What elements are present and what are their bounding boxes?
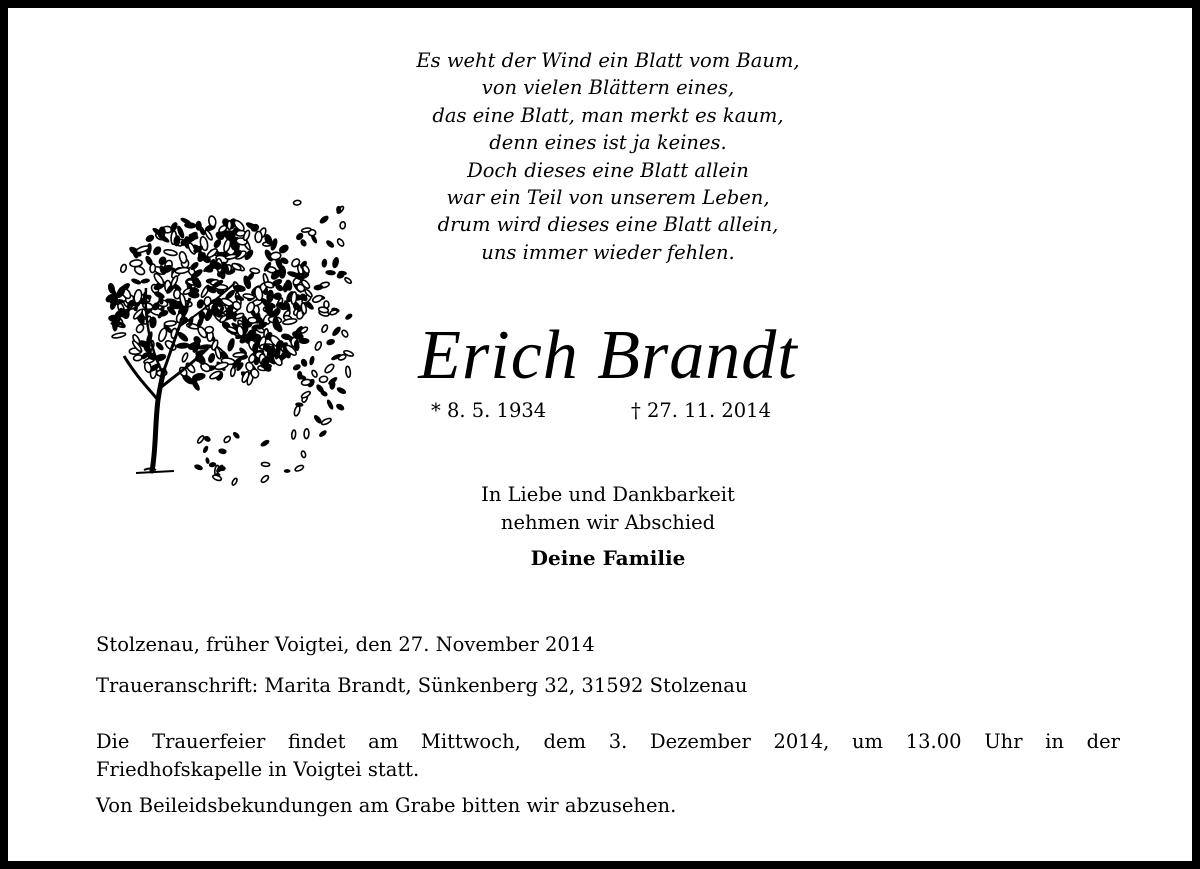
poem-line: uns immer wieder fehlen. [481,240,735,264]
condolence-note: Von Beileidsbekundungen am Grabe bitten wir abzusehen. [96,794,677,817]
family-signature: Deine Familie [530,546,686,570]
place-date-line: Stolzenau, früher Voigtei, den 27. November 2014 [96,633,595,656]
death-date: † 27. 11. 2014 [631,399,771,422]
poem-line: Doch dieses eine Blatt allein [467,158,749,182]
poem-line: Es weht der Wind ein Blatt vom Baum, [416,49,800,72]
ceremony-text: Friedhofskapelle in Voigtei statt. [96,758,420,781]
farewell-text [408,481,808,537]
memorial-poem [308,47,908,266]
windblown-tree-icon [100,188,360,493]
poem-line: denn eines ist ja keines. [489,131,727,155]
poem-line: von vielen Blättern eines, [481,76,735,100]
birth-date: * 8. 5. 1934 [431,399,547,422]
poem-line: drum wird dieses eine Blatt allein, [437,213,779,237]
farewell-line: In Liebe und Dankbarkeit [481,483,735,506]
mourning-address: Traueranschrift: Marita Brandt, Sünkenberg 32, 31592 Stolzenau [96,674,748,697]
deceased-name: Erich Brandt [418,317,798,394]
ceremony-text: Die Trauerfeier findet am Mittwoch, dem 3. Dezember 2014, um 13.00 Uhr in der [96,730,1120,753]
poem-line: das eine Blatt, man merkt es kaum, [432,103,784,127]
poem-line: war ein Teil von unserem Leben, [446,186,770,210]
farewell-line: nehmen wir Abschied [500,511,716,534]
